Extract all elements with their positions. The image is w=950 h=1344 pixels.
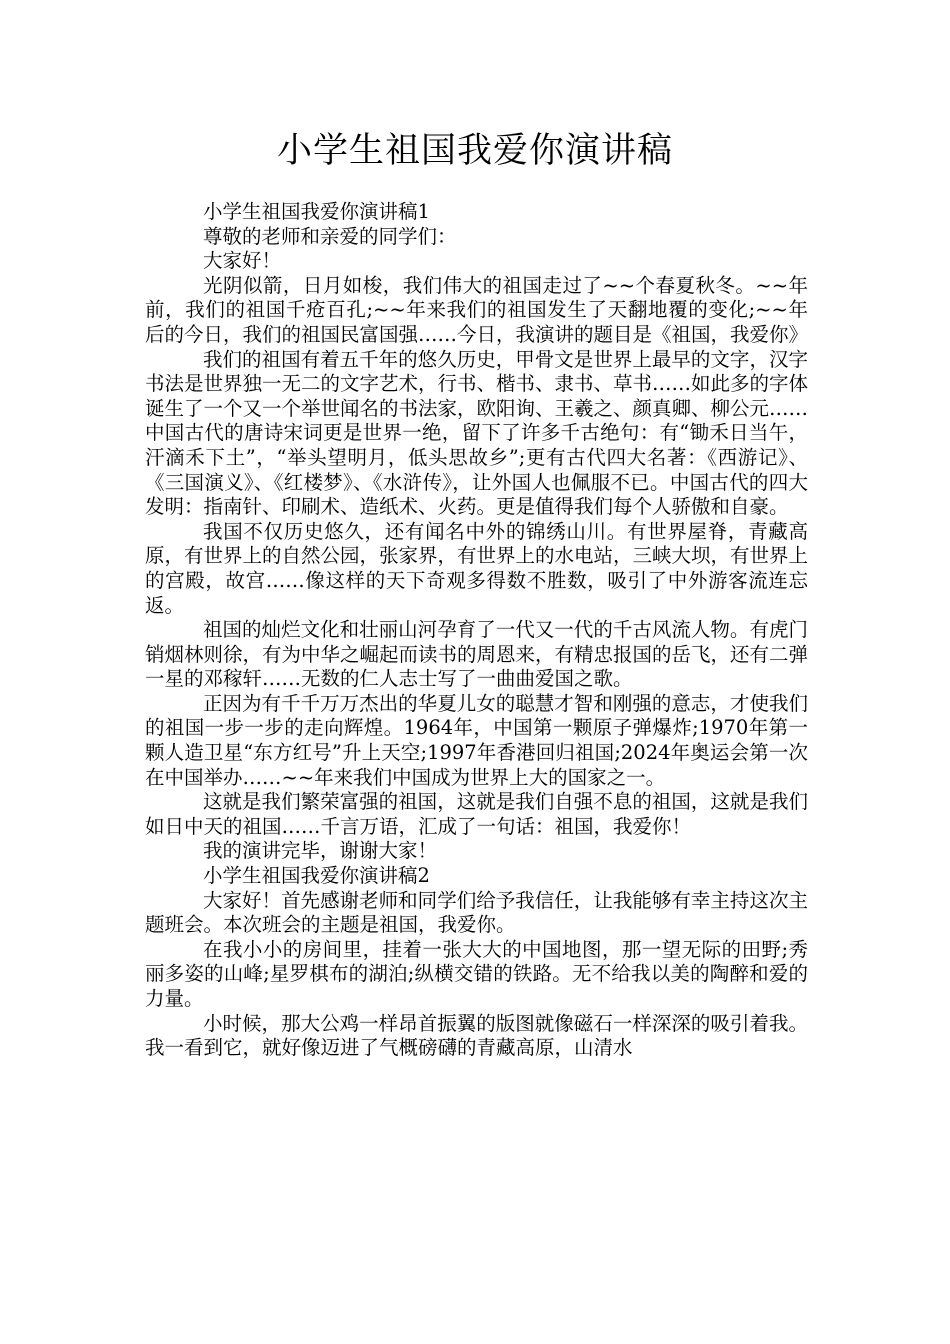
document-body: [145, 200, 808, 1061]
section-heading-2: 小学生祖国我爱你演讲稿2: [203, 864, 430, 888]
body-paragraph: 我们的祖国有着五千年的悠久历史，甲骨文是世界上最早的文字，汉字书法是世界独一无二的文字艺术，行书、楷书、隶书、草书……如此多的字体诞生了一个又一个举世闻名的书法家，欧阳询、王羲之、颜真卿、柳公元……中国古代的唐诗宋词更是世界一绝，留下了许多千古绝句：有“锄禾日当午，汗滴禾下土”，“举头望明月，低头思故乡”;更有古代四大名著：《西游记》、《三国演义》、《红楼梦》、《水浒传》，让外国人也佩服不已。中国古代的四大发明：指南针、印刷术、造纸术、火药。更是值得我们每个人骄傲和自豪。: [145, 347, 809, 519]
closing-line: 我的演讲完毕，谢谢大家！: [203, 839, 438, 863]
section-heading-1: 小学生祖国我爱你演讲稿1: [203, 200, 430, 223]
body-paragraph: 光阴似箭，日月如梭，我们伟大的祖国走过了~~个春夏秋冬。~~年前，我们的祖国千疮百孔;~~年来我们的祖国发生了天翻地覆的变化;~~年后的今日，我们的祖国民富国强……今日，我演讲的题目是《祖国，我爱你》: [145, 273, 809, 346]
body-paragraph: 祖国的灿烂文化和壮丽山河孕育了一代又一代的千古风流人物。有虎门销烟林则徐，有为中华之崛起而读书的周恩来，有精忠报国的岳飞，还有二弹一星的邓稼轩……无数的仁人志士写了一曲曲爱国之歌。: [145, 618, 809, 691]
body-paragraph: 这就是我们繁荣富强的祖国，这就是我们自强不息的祖国，这就是我们如日中天的祖国……千言万语，汇成了一句话：祖国，我爱你！: [145, 790, 808, 838]
greeting: 大家好！: [203, 249, 282, 273]
body-paragraph: 大家好！首先感谢老师和同学们给予我信任，让我能够有幸主持这次主题班会。本次班会的主题是祖国，我爱你。: [145, 888, 808, 937]
salutation: 尊敬的老师和亲爱的同学们：: [203, 224, 457, 248]
page-title: 小学生祖国我爱你演讲稿: [276, 131, 673, 171]
body-paragraph: 在我小小的房间里，挂着一张大大的中国地图，那一望无际的田野;秀丽多姿的山峰;星罗棋布的湖泊;纵横交错的铁路。无不给我以美的陶醉和爱的力量。: [145, 937, 808, 1010]
body-paragraph: 我国不仅历史悠久，还有闻名中外的锦绣山川。有世界屋脊，青藏高原，有世界上的自然公园，张家界，有世界上的水电站，三峡大坝，有世界上的宫殿，故宫……像这样的天下奇观多得数不胜数，吸引了中外游客流连忘返。: [145, 519, 809, 617]
body-paragraph: 正因为有千千万万杰出的华夏儿女的聪慧才智和刚强的意志，才使我们的祖国一步一步的走向辉煌。1964年，中国第一颗原子弹爆炸;1970年第一颗人造卫星“东方红号”升上天空;1997年香港回归祖国;2024年奥运会第一次在中国举办……~~年来我们中国成为世界上大的国家之一。: [145, 691, 808, 789]
body-paragraph: 小时候，那大公鸡一样昂首振翼的版图就像磁石一样深深的吸引着我。我一看到它，就好像迈进了气概磅礴的青藏高原，山清水: [145, 1011, 808, 1060]
